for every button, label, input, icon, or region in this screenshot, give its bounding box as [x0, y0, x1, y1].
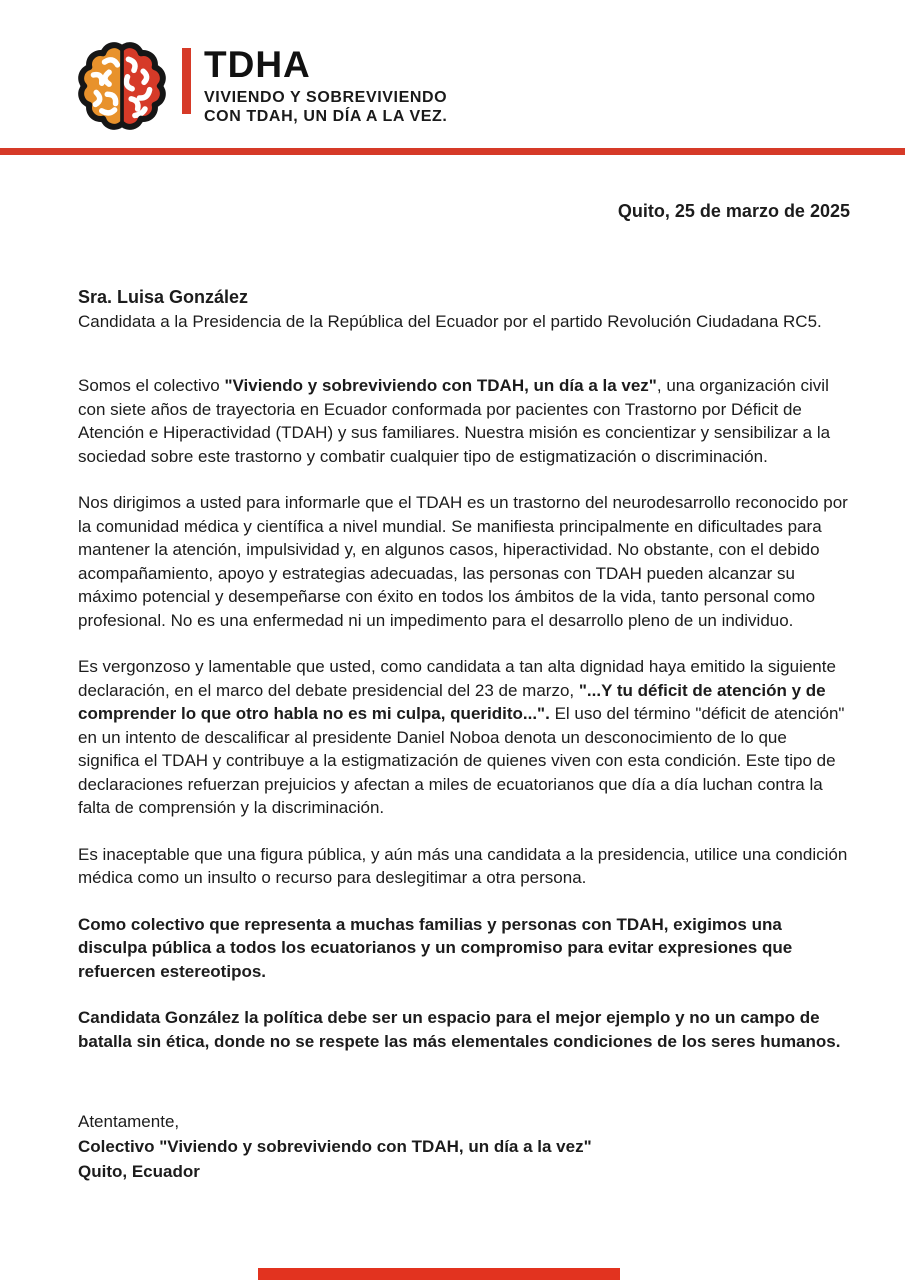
- footer-accent-bar: [258, 1268, 620, 1280]
- closing-word: Atentamente,: [78, 1112, 180, 1131]
- header-rule: [0, 148, 905, 155]
- recipient-title: Candidata a la Presidencia de la República del Ecuador por el partido Revolución Ciudadana RC5.: [78, 312, 822, 331]
- logo-text-block: [204, 46, 447, 126]
- paragraph-3: Es vergonzoso y lamentable que usted, como candidata a tan alta dignidad haya emitido la siguiente declaración, en el marco del debate presidencial del 23 de marzo, "...Y tu déficit de atención y de comprender lo que otro habla no es mi culpa, queridito...". El uso del término "déficit de atención" en un intento de descalificar al presidente Daniel Noboa denota un desconocimiento de lo que significa el TDAH y contribuye a la estigmatización de quienes viven con esta condición. Este tipo de declaraciones refuerzan prejuicios y afectan a miles de ecuatorianos que día a día luchan contra la falta de comprensión y la discriminación.: [78, 657, 845, 817]
- letter-content: [0, 201, 905, 1184]
- signature-collective: Colectivo "Viviendo y sobreviviendo con TDAH, un día a la vez": [78, 1137, 592, 1156]
- brand-tagline-line2: CON TDAH, UN DÍA A LA VEZ.: [204, 108, 448, 125]
- brand-tagline: [204, 88, 447, 126]
- recipient-block: [78, 284, 850, 334]
- letter-date: Quito, 25 de marzo de 2025: [617, 201, 850, 221]
- paragraph-4: Es inaceptable que una figura pública, y aún más una candidata a la presidencia, utilice una condición médica como un insulto o recurso para deslegitimar a otra persona.: [78, 844, 848, 887]
- logo-divider-bar: [182, 48, 191, 114]
- brain-logo-icon: [76, 36, 168, 136]
- closing-block: [78, 1109, 850, 1184]
- brand-tagline-line1: VIVIENDO Y SOBREVIVIENDO: [204, 89, 448, 106]
- letterhead: [0, 0, 905, 136]
- paragraph-6: Candidata González la política debe ser un espacio para el mejor ejemplo y no un campo de batalla sin ética, donde no se respete las más elementales condiciones de los seres humanos.: [78, 1008, 841, 1051]
- letter-body: [78, 374, 850, 1053]
- recipient-name: Sra. Luisa González: [78, 287, 249, 307]
- paragraph-1: Somos el colectivo "Viviendo y sobreviviendo con TDAH, un día a la vez", una organización civil con siete años de trayectoria en Ecuador conformada por pacientes con Trastorno por Déficit de Atención e Hiperactividad (TDAH) y sus familiares. Nuestra misión es concientizar y sensibilizar a la sociedad sobre este trastorno y combatir cualquier tipo de estigmatización o discriminación.: [78, 376, 831, 466]
- paragraph-5: Como colectivo que representa a muchas familias y personas con TDAH, exigimos una disculpa pública a todos los ecuatorianos y un compromiso para evitar expresiones que refuercen estereotipos.: [78, 914, 793, 981]
- signature-location: Quito, Ecuador: [78, 1162, 200, 1181]
- paragraph-2: Nos dirigimos a usted para informarle que el TDAH es un trastorno del neurodesarrollo reconocido por la comunidad médica y científica a nivel mundial. Se manifiesta principalmente en dificultades para mantener la atención, impulsividad y, en algunos casos, hiperactividad. No obstante, con el debido acompañamiento, apoyo y estrategias adecuadas, las personas con TDAH pueden alcanzar su máximo potencial y desempeñarse con éxito en todos los ámbitos de la vida, tanto personal como profesional. No es una enfermedad ni un impedimento para el desarrollo pleno de un individuo.: [78, 493, 848, 630]
- brand-acronym: TDHA: [204, 44, 311, 85]
